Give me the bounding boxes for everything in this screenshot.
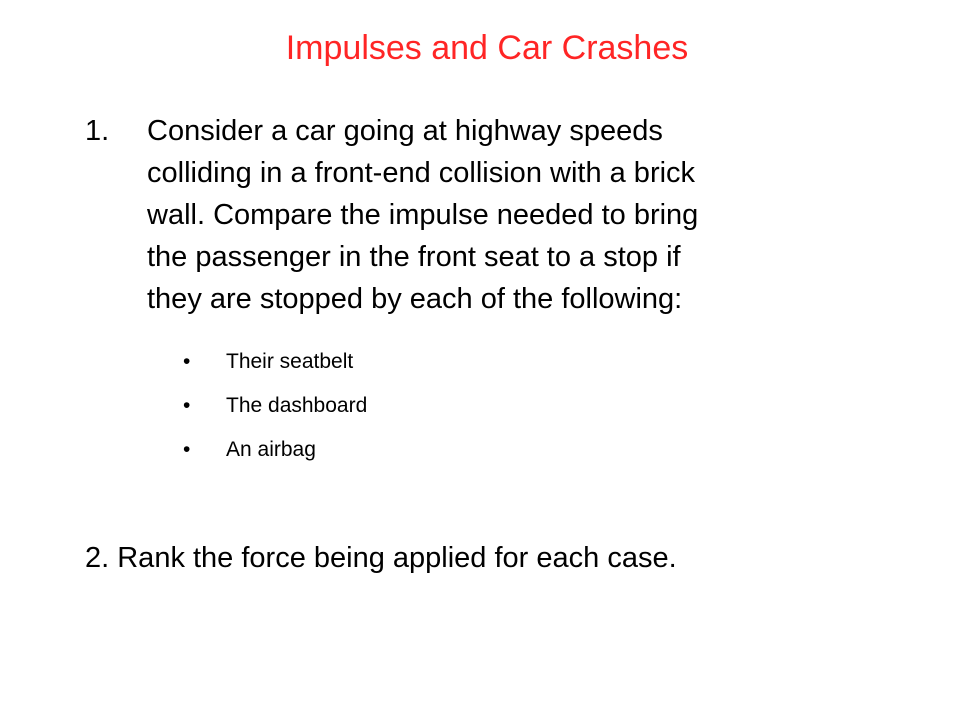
list-item: [183, 340, 683, 384]
bullet-icon: •: [183, 394, 191, 417]
question-one-line: they are stopped by each of the following:: [147, 283, 683, 315]
question-one-line: Consider a car going at highway speeds: [147, 115, 663, 147]
options-list: [183, 340, 683, 472]
question-one-number: 1.: [85, 115, 110, 147]
list-item: [183, 384, 683, 428]
question-one-line: wall. Compare the impulse needed to bring: [147, 199, 699, 231]
question-one-line: the passenger in the front seat to a stop if: [147, 241, 681, 273]
bullet-icon: •: [183, 350, 191, 373]
question-two: 2. Rank the force being applied for each case.: [85, 542, 677, 574]
option-seatbelt: Their seatbelt: [226, 350, 354, 373]
question-one-text: [147, 110, 875, 320]
list-item: [183, 428, 683, 472]
question-one-line: colliding in a front-end collision with a brick: [147, 157, 696, 189]
option-airbag: An airbag: [226, 438, 316, 461]
slide-title: Impulses and Car Crashes: [285, 29, 689, 67]
bullet-icon: •: [183, 438, 191, 461]
option-dashboard: The dashboard: [226, 394, 368, 417]
